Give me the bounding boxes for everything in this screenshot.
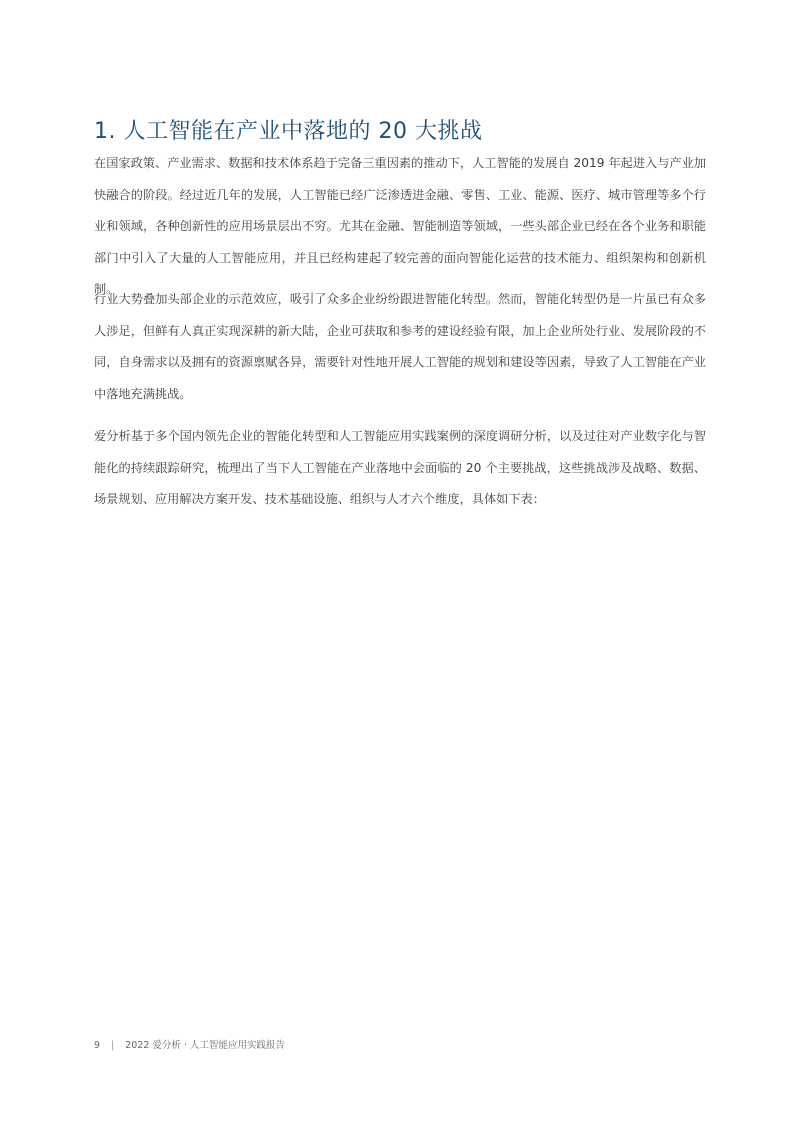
page-number: 9 — [94, 1040, 101, 1051]
paragraph-3: 爱分析基于多个国内领先企业的智能化转型和人工智能应用实践案例的深度调研分析，以及过往对产业数字化与智能化的持续跟踪研究，梳理出了当下人工智能在产业落地中会面临的 20 个主要挑战，这些挑战涉及战略、数据、场景规划、应用解决方案开发、技术基础设施、组织与人才六个维度，具体如下表： — [94, 429, 706, 506]
paragraph-1: 在国家政策、产业需求、数据和技术体系趋于完备三重因素的推动下，人工智能的发展自 2019 年起进入与产业加快融合的阶段。经过近几年的发展，人工智能已经广泛渗透进金融、零售、工业、能源、医疗、城市管理等多个行业和领域，各种创新性的应用场景层出不穷。尤其在金融、智能制造等领域，一些头部企业已经在各个业务和职能部门中引入了大量的人工智能应用，并且已经构建起了较完善的面向智能化运营的技术能力、组织架构和创新机制。 — [94, 156, 706, 296]
footer-separator: | — [111, 1040, 115, 1051]
page-footer — [94, 1039, 285, 1053]
paragraph-2: 行业大势叠加头部企业的示范效应，吸引了众多企业纷纷跟进智能化转型。然而，智能化转型仍是一片虽已有众多人涉足，但鲜有人真正实现深耕的新大陆，企业可获取和参考的建设经验有限，加上企业所处行业、发展阶段的不同，自身需求以及拥有的资源禀赋各异，需要针对性地开展人工智能的规划和建设等因素，导致了人工智能在产业中落地充满挑战。 — [94, 292, 706, 401]
section-title: 1. 人工智能在产业中落地的 20 大挑战 — [94, 118, 483, 144]
report-name: 2022 爱分析 · 人工智能应用实践报告 — [125, 1040, 286, 1051]
